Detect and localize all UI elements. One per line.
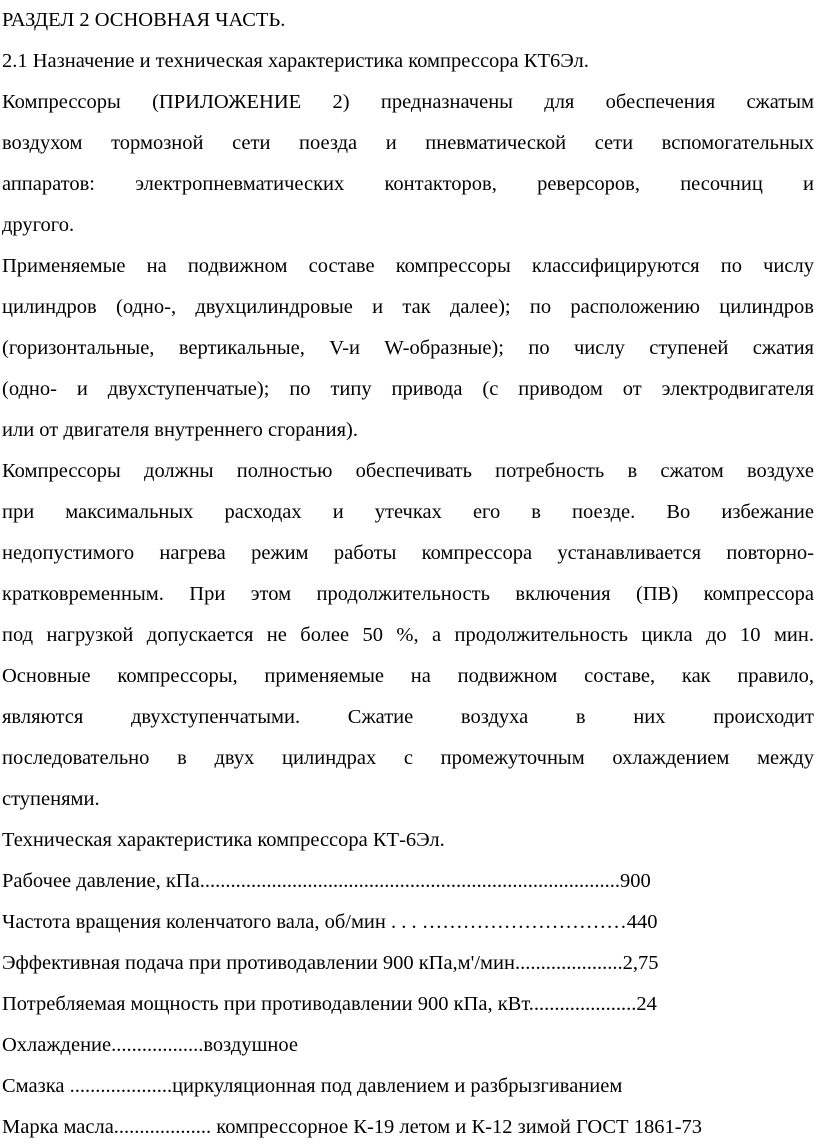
paragraph-line: являются двухступенчатыми. Сжатие воздуха в них происходит	[2, 706, 814, 728]
spec-effective-delivery: Эффективная подача при противодавлении 900 кПа,м'/мин.....................2,75	[2, 952, 659, 974]
paragraph-line: или от двигателя внутреннего сгорания).	[2, 419, 358, 441]
paragraph-line: воздухом тормозной сети поезда и пневматической сети вспомогательных	[2, 132, 814, 154]
paragraph-line: аппаратов: электропневматических контакторов, реверсоров, песочниц и	[2, 173, 814, 195]
subsection-title: 2.1 Назначение и техническая характеристика компрессора КТ6Эл.	[2, 50, 589, 72]
paragraph-line: ступенями.	[2, 788, 100, 810]
paragraph-line: (одно- и двухступенчатые); по типу привода (с приводом от электродвигателя	[2, 378, 814, 400]
paragraph-line: цилиндров (одно-, двухцилиндровые и так далее); по расположению цилиндров	[2, 296, 814, 318]
paragraph-line: кратковременным. При этом продолжительность включения (ПВ) компрессора	[2, 583, 814, 605]
paragraph-line: Компрессоры должны полностью обеспечивать потребность в сжатом воздухе	[2, 460, 814, 482]
paragraph-requirements	[2, 451, 814, 656]
paragraph-line: (горизонтальные, вертикальные, V-и W-образные); по числу ступеней сжатия	[2, 337, 814, 359]
spec-title: Техническая характеристика компрессора КТ-6Эл.	[2, 829, 445, 851]
paragraph-line: Компрессоры (ПРИЛОЖЕНИЕ 2) предназначены для обеспечения сжатым	[2, 91, 814, 113]
paragraph-line: Применяемые на подвижном составе компрессоры классифицируются по числу	[2, 255, 814, 277]
section-title: РАЗДЕЛ 2 ОСНОВНАЯ ЧАСТЬ.	[2, 9, 286, 31]
paragraph-line: последовательно в двух цилиндрах с промежуточным охлаждением между	[2, 747, 814, 769]
spec-list	[2, 861, 814, 1148]
paragraph-line: Основные компрессоры, применяемые на подвижном составе, как правило,	[2, 665, 814, 687]
spec-cooling: Охлаждение..................воздушное	[2, 1034, 298, 1056]
spec-crankshaft-speed: Частота вращения коленчатого вала, об/мин . . . …………………………440	[2, 911, 658, 933]
paragraph-line: другого.	[2, 214, 75, 236]
paragraph-two-stage	[2, 656, 814, 820]
spec-working-pressure: Рабочее давление, кПа..................................................................................900	[2, 870, 651, 892]
spec-lubrication: Смазка ....................циркуляционная под давлением и разбрызгиванием	[2, 1075, 623, 1097]
spec-power-consumption: Потребляемая мощность при противодавлении 900 кПа, кВт.....................24	[2, 993, 657, 1015]
paragraph-classification	[2, 246, 814, 451]
paragraph-line: недопустимого нагрева режим работы компрессора устанавливается повторно-	[2, 542, 814, 564]
spec-oil-grade: Марка масла................... компрессорное К-19 летом и К-12 зимой ГОСТ 1861-73	[2, 1116, 703, 1138]
paragraph-line: под нагрузкой допускается не более 50 %, а продолжительность цикла до 10 мин.	[2, 624, 814, 646]
paragraph-line: при максимальных расходах и утечках его в поезде. Во избежание	[2, 501, 814, 523]
paragraph-purpose	[2, 82, 814, 246]
